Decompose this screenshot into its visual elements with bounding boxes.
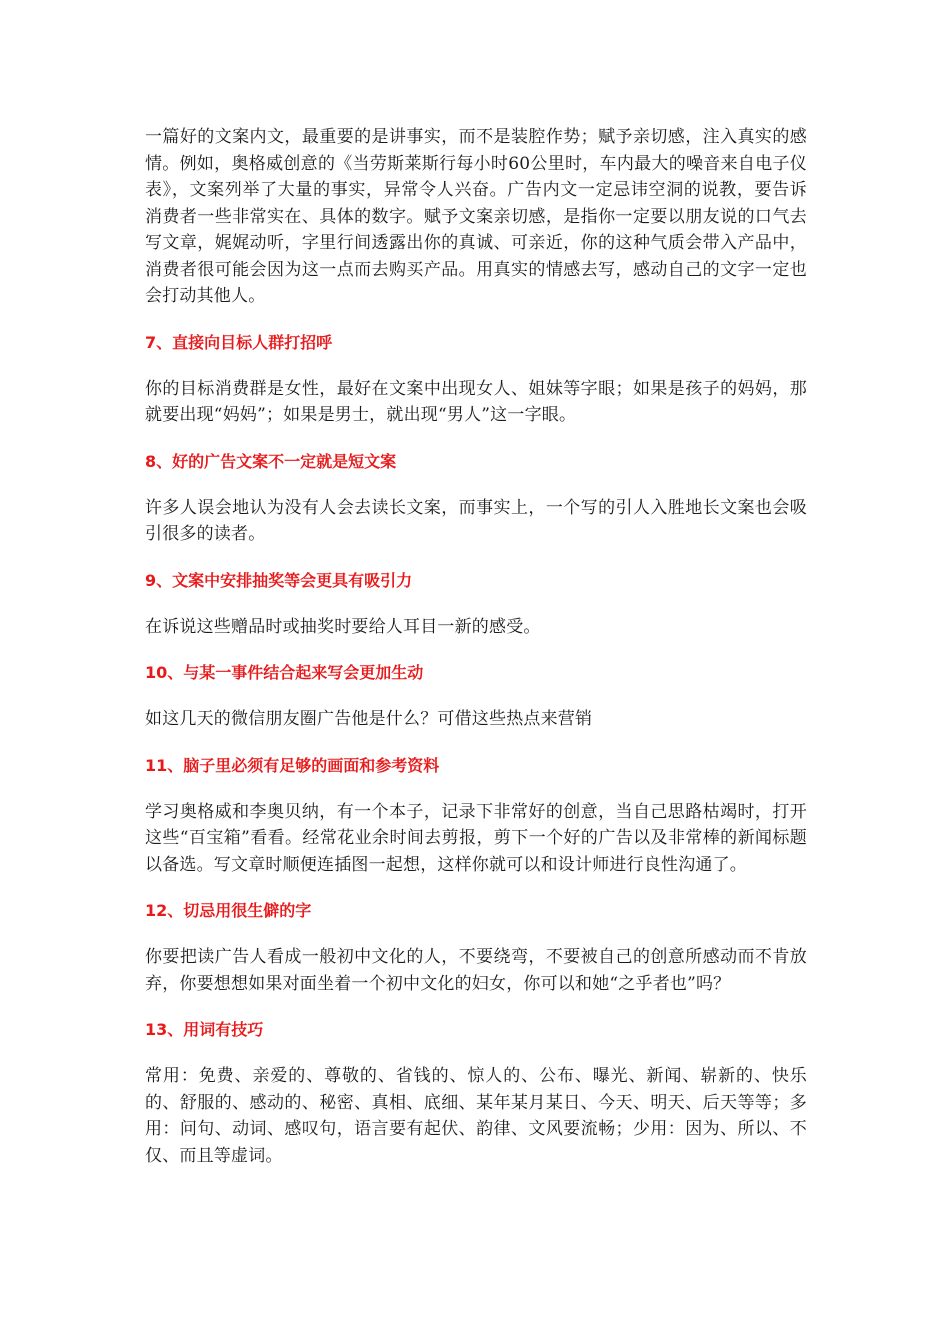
section-heading-11: 11、脑子里必须有足够的画面和参考资料 [145, 755, 440, 775]
document-page [145, 124, 807, 1169]
section-body-12: 你要把读广告人看成一般初中文化的人，不要绕弯，不要被自己的创意所感动而不肯放弃，你要想想如果对面坐着一个初中文化的妇女，你可以和她“之乎者也”吗？ [145, 947, 807, 994]
section-body-7: 你的目标消费群是女性，最好在文案中出现女人、姐妹等字眼；如果是孩子的妈妈，那就要出现“妈妈”；如果是男士，就出现“男人”这一字眼。 [145, 378, 807, 425]
intro-paragraph: 一篇好的文案内文，最重要的是讲事实，而不是装腔作势；赋予亲切感，注入真实的感情。例如，奥格威创意的《当劳斯莱斯行每小时60公里时，车内最大的噪音来自电子仪表》，文案列举了大量的事实，异常令人兴奋。广告内文一定忌讳空洞的说教，要告诉消费者一些非常实在、具体的数字。赋予文案亲切感，是指你一定要以朋友说的口气去写文章，娓娓动听，字里行间透露出你的真诚、可亲近，你的这种气质会带入产品中，消费者很可能会因为这一点而去购买产品。用真实的情感去写，感动自己的文字一定也会打动其他人。 [145, 127, 807, 306]
section-body-9: 在诉说这些赠品时或抽奖时要给人耳目一新的感受。 [145, 616, 541, 637]
section-heading-7: 7、直接向目标人群打招呼 [145, 332, 333, 352]
section-heading-13: 13、用词有技巧 [145, 1020, 264, 1039]
section-heading-8: 8、好的广告文案不一定就是短文案 [145, 451, 397, 471]
section-body-11: 学习奥格威和李奥贝纳，有一个本子，记录下非常好的创意，当自己思路枯竭时，打开这些“百宝箱”看看。经常花业余时间去剪报，剪下一个好的广告以及非常棒的新闻标题以备选。写文章时顺便连插图一起想，这样你就可以和设计师进行良性沟通了。 [145, 801, 807, 875]
section-body-8: 许多人误会地认为没有人会去读长文案，而事实上，一个写的引人入胜地长文案也会吸引很多的读者。 [145, 497, 807, 544]
section-heading-9: 9、文案中安排抽奖等会更具有吸引力 [145, 570, 413, 590]
section-heading-12: 12、切忌用很生僻的字 [145, 901, 312, 920]
section-body-10: 如这几天的微信朋友圈广告他是什么？可借这些热点来营销 [145, 709, 593, 729]
section-heading-10: 10、与某一事件结合起来写会更加生动 [145, 663, 424, 682]
section-body-13: 常用：免费、亲爱的、尊敬的、省钱的、惊人的、公布、曝光、新闻、崭新的、快乐的、舒服的、感动的、秘密、真相、底细、某年某月某日、今天、明天、后天等等；多用：问句、动词、感叹句，语言要有起伏、韵律、文风要流畅；少用：因为、所以、不仅、而且等虚词。 [145, 1066, 807, 1166]
